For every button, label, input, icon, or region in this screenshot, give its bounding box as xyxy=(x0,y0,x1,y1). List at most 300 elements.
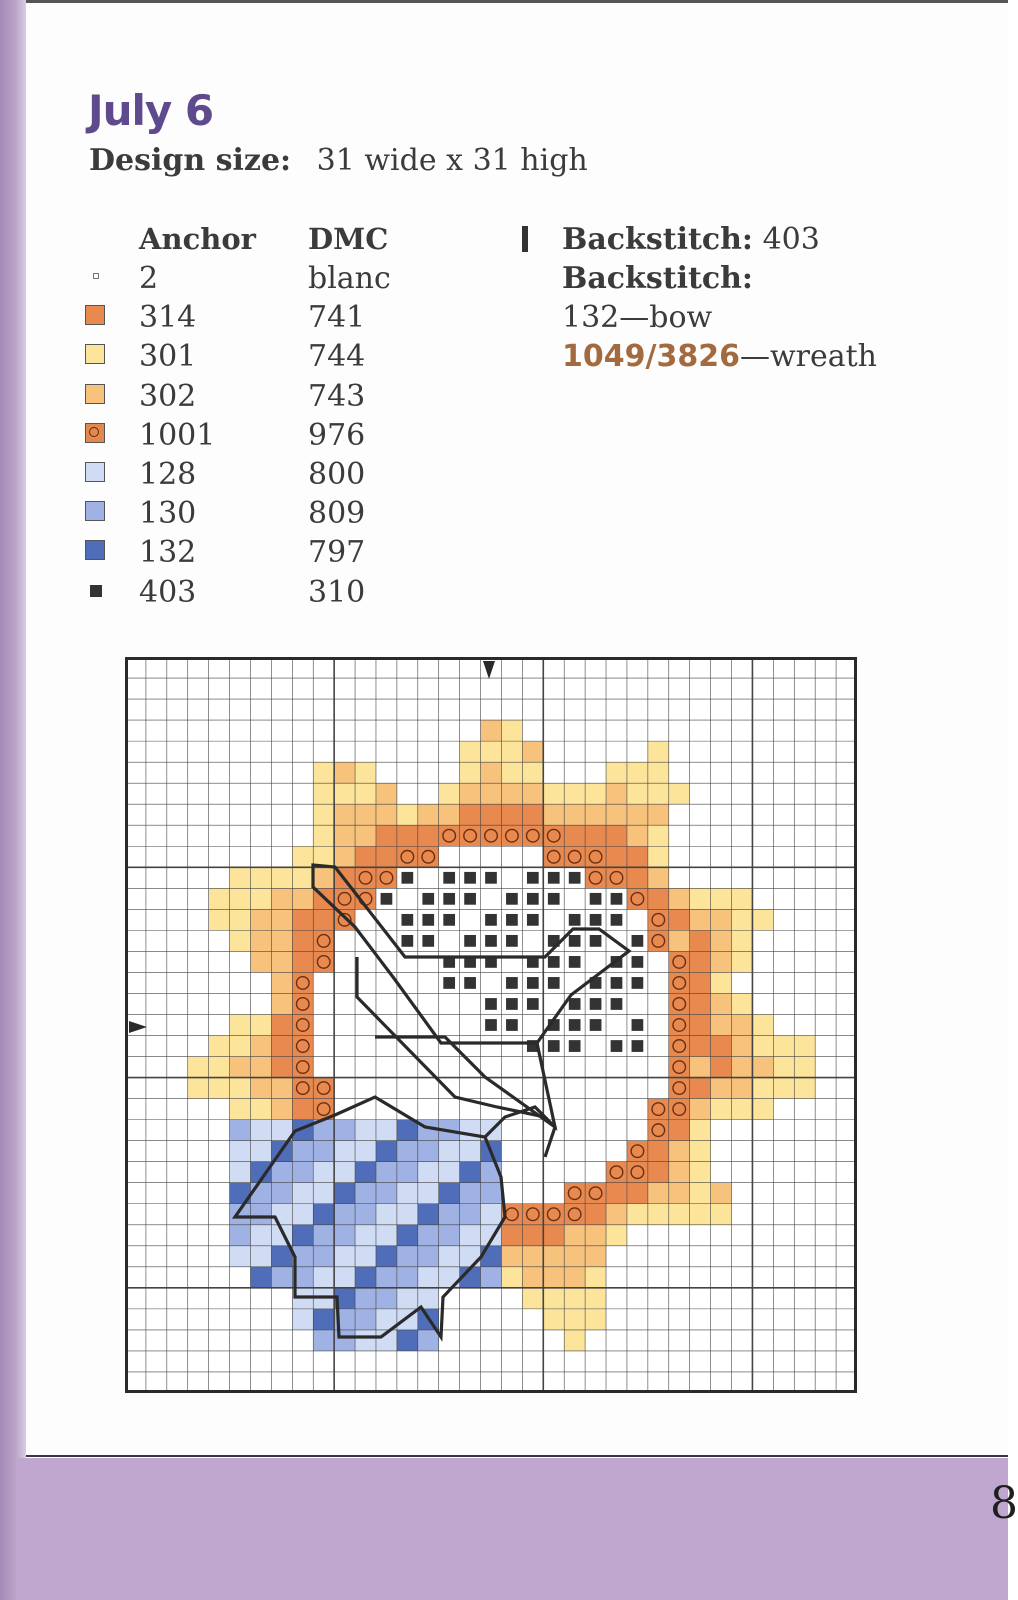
stitch-cell xyxy=(606,846,627,867)
stitch-cell xyxy=(522,762,543,783)
stitch-cell xyxy=(711,951,732,972)
stitch-cell xyxy=(397,1267,418,1288)
stitch-cell xyxy=(334,762,355,783)
stitch-cell xyxy=(271,909,292,930)
stitch-cell xyxy=(501,804,522,825)
stitch-cell xyxy=(501,783,522,804)
stitch-cell xyxy=(250,1057,271,1078)
dark-stitch-symbol xyxy=(506,935,518,947)
stitch-cell xyxy=(669,1036,690,1057)
stitch-cell xyxy=(585,783,606,804)
stitch-cell xyxy=(418,1162,439,1183)
stitch-cell xyxy=(355,783,376,804)
stitch-cell xyxy=(543,1246,564,1267)
anchor-number: 1001 xyxy=(139,417,216,453)
key-swatch xyxy=(85,344,105,364)
stitch-cell xyxy=(230,888,251,909)
stitch-cell xyxy=(732,951,753,972)
backstitch-value-1: 403 xyxy=(762,222,820,257)
dark-stitch-symbol xyxy=(443,977,455,989)
stitch-cell xyxy=(752,909,773,930)
dark-stitch-symbol xyxy=(611,914,623,926)
stitch-cell xyxy=(690,1183,711,1204)
stitch-cell xyxy=(481,1267,502,1288)
stitch-cell xyxy=(230,1141,251,1162)
dmc-number: 743 xyxy=(308,378,366,414)
stitch-cell xyxy=(230,909,251,930)
stitch-cell xyxy=(460,1162,481,1183)
stitch-cell xyxy=(627,1204,648,1225)
dmc-number: 809 xyxy=(308,496,366,532)
stitch-cell xyxy=(564,1267,585,1288)
dmc-number: 800 xyxy=(308,457,366,492)
key-row xyxy=(80,418,480,452)
stitch-cell xyxy=(418,1141,439,1162)
stitch-cell xyxy=(355,1225,376,1246)
stitch-cell xyxy=(292,1057,313,1078)
stitch-cell xyxy=(376,1183,397,1204)
stitch-cell xyxy=(732,930,753,951)
stitch-cell xyxy=(648,846,669,867)
stitch-cell xyxy=(292,972,313,993)
dark-stitch-symbol xyxy=(381,893,393,905)
stitch-cell xyxy=(690,1120,711,1141)
stitch-cell xyxy=(732,1036,753,1057)
stitch-cell xyxy=(313,1309,334,1330)
dark-stitch-symbol xyxy=(443,872,455,884)
stitch-cell xyxy=(250,867,271,888)
dark-stitch-symbol xyxy=(569,998,581,1010)
stitch-cell xyxy=(439,1225,460,1246)
stitch-cell xyxy=(501,762,522,783)
stitch-cell xyxy=(271,1014,292,1035)
dark-stitch-symbol xyxy=(569,935,581,947)
stitch-cell xyxy=(460,1225,481,1246)
dmc-number: blanc xyxy=(308,261,391,296)
stitch-cell xyxy=(376,1204,397,1225)
dark-stitch-symbol xyxy=(506,977,518,989)
stitch-cell xyxy=(355,1246,376,1267)
stitch-cell xyxy=(292,1141,313,1162)
dark-stitch-symbol xyxy=(401,914,413,926)
stitch-cell xyxy=(418,1246,439,1267)
stitch-cell xyxy=(606,1162,627,1183)
stitch-cell xyxy=(271,1078,292,1099)
stitch-cell xyxy=(313,825,334,846)
stitch-cell xyxy=(292,1204,313,1225)
stitch-cell xyxy=(522,1246,543,1267)
stitch-cell xyxy=(271,867,292,888)
dark-stitch-symbol xyxy=(401,872,413,884)
backstitch-wreath xyxy=(562,339,877,374)
stitch-cell xyxy=(732,1057,753,1078)
dark-stitch-symbol xyxy=(611,977,623,989)
stitch-cell xyxy=(418,825,439,846)
stitch-cell xyxy=(460,804,481,825)
stitch-cell xyxy=(376,825,397,846)
stitch-cell xyxy=(376,1288,397,1309)
stitch-cell xyxy=(334,1246,355,1267)
key-row xyxy=(80,261,480,295)
stitch-cell xyxy=(292,1162,313,1183)
stitch-cell xyxy=(230,1078,251,1099)
stitch-cell xyxy=(627,804,648,825)
stitch-cell xyxy=(794,1036,815,1057)
dmc-column-header: DMC xyxy=(308,222,389,256)
anchor-number: 2 xyxy=(139,261,159,296)
stitch-cell xyxy=(250,888,271,909)
stitch-cell xyxy=(209,1036,230,1057)
stitch-cell xyxy=(355,825,376,846)
stitch-cell xyxy=(460,783,481,804)
stitch-cell xyxy=(522,804,543,825)
dmc-number: 976 xyxy=(308,417,366,453)
dark-stitch-symbol xyxy=(527,914,539,926)
stitch-cell xyxy=(543,783,564,804)
stitch-cell xyxy=(564,846,585,867)
stitch-cell xyxy=(439,825,460,846)
stitch-cell xyxy=(690,909,711,930)
stitch-cell xyxy=(627,825,648,846)
stitch-cell xyxy=(690,1204,711,1225)
stitch-cell xyxy=(292,1036,313,1057)
stitch-cell xyxy=(543,846,564,867)
dark-stitch-symbol xyxy=(527,872,539,884)
dark-stitch-symbol xyxy=(548,956,560,968)
stitch-cell xyxy=(250,909,271,930)
key-row xyxy=(80,339,480,373)
stitch-cell xyxy=(752,1014,773,1035)
stitch-cell xyxy=(292,1099,313,1120)
stitch-cell xyxy=(669,930,690,951)
stitch-cell xyxy=(627,867,648,888)
stitch-cell xyxy=(648,825,669,846)
stitch-cell xyxy=(481,1183,502,1204)
dark-stitch-symbol xyxy=(611,1040,623,1052)
stitch-cell xyxy=(439,783,460,804)
stitch-cell xyxy=(292,867,313,888)
stitch-cell xyxy=(292,888,313,909)
stitch-cell xyxy=(460,1246,481,1267)
backstitch-line-symbol xyxy=(522,226,528,252)
stitch-cell xyxy=(606,762,627,783)
stitch-cell xyxy=(752,1036,773,1057)
stitch-cell xyxy=(543,825,564,846)
backstitch-line-1 xyxy=(562,222,820,257)
stitch-cell xyxy=(522,1204,543,1225)
stitch-cell xyxy=(711,1099,732,1120)
stitch-cell xyxy=(711,993,732,1014)
stitch-cell xyxy=(648,1099,669,1120)
key-swatch xyxy=(90,585,102,597)
stitch-cell xyxy=(711,1014,732,1035)
stitch-cell xyxy=(439,1204,460,1225)
stitch-cell xyxy=(543,1267,564,1288)
stitch-cell xyxy=(355,1267,376,1288)
stitch-cell xyxy=(439,804,460,825)
stitch-cell xyxy=(732,993,753,1014)
stitch-cell xyxy=(460,762,481,783)
stitch-cell xyxy=(313,951,334,972)
stitch-cell xyxy=(230,1036,251,1057)
stitch-cell xyxy=(292,1309,313,1330)
stitch-cell xyxy=(334,909,355,930)
stitch-cell xyxy=(376,1267,397,1288)
stitch-cell xyxy=(585,1309,606,1330)
stitch-cell xyxy=(648,888,669,909)
stitch-cell xyxy=(481,720,502,741)
stitch-cell xyxy=(313,1267,334,1288)
cross-stitch-chart xyxy=(125,657,857,1393)
dark-stitch-symbol xyxy=(506,998,518,1010)
anchor-number: 302 xyxy=(139,378,197,414)
dark-stitch-symbol xyxy=(590,1019,602,1031)
dark-stitch-symbol xyxy=(422,893,434,905)
stitch-cell xyxy=(648,867,669,888)
stitch-cell xyxy=(376,1225,397,1246)
stitch-cell xyxy=(585,804,606,825)
dark-stitch-symbol xyxy=(632,1019,644,1031)
stitch-cell xyxy=(606,783,627,804)
stitch-cell xyxy=(481,1204,502,1225)
dmc-number: 744 xyxy=(308,339,366,375)
stitch-cell xyxy=(271,993,292,1014)
stitch-cell xyxy=(585,1204,606,1225)
stitch-cell xyxy=(690,888,711,909)
stitch-cell xyxy=(543,1204,564,1225)
dark-stitch-symbol xyxy=(464,935,476,947)
backstitch-label-2: Backstitch: xyxy=(562,261,754,296)
stitch-cell xyxy=(334,846,355,867)
stitch-cell xyxy=(627,1141,648,1162)
anchor-number: 314 xyxy=(139,300,197,336)
stitch-cell xyxy=(292,930,313,951)
key-row xyxy=(80,457,480,491)
stitch-cell xyxy=(543,804,564,825)
stitch-cell xyxy=(230,1014,251,1035)
stitch-cell xyxy=(585,846,606,867)
stitch-cell xyxy=(481,825,502,846)
stitch-cell xyxy=(313,804,334,825)
key-swatch xyxy=(85,305,105,325)
stitch-cell xyxy=(648,1183,669,1204)
stitch-cell xyxy=(271,1246,292,1267)
stitch-cell xyxy=(355,1120,376,1141)
dark-stitch-symbol xyxy=(527,893,539,905)
stitch-cell xyxy=(669,888,690,909)
stitch-cell xyxy=(543,1288,564,1309)
stitch-cell xyxy=(669,1183,690,1204)
stitch-cell xyxy=(250,1267,271,1288)
stitch-cell xyxy=(690,930,711,951)
stitch-cell xyxy=(669,972,690,993)
anchor-number: 128 xyxy=(139,457,197,492)
dark-stitch-symbol xyxy=(548,893,560,905)
stitch-cell xyxy=(250,1014,271,1035)
stitch-cell xyxy=(355,804,376,825)
stitch-cell xyxy=(669,993,690,1014)
stitch-cell xyxy=(313,909,334,930)
stitch-cell xyxy=(230,1057,251,1078)
stitch-cell xyxy=(292,846,313,867)
stitch-cell xyxy=(481,762,502,783)
dark-stitch-symbol xyxy=(632,956,644,968)
stitch-cell xyxy=(313,1330,334,1351)
stitch-cell xyxy=(711,1204,732,1225)
key-swatch xyxy=(85,423,105,443)
stitch-cell xyxy=(481,741,502,762)
stitch-cell xyxy=(585,1225,606,1246)
stitch-cell xyxy=(648,1204,669,1225)
dark-stitch-symbol xyxy=(506,914,518,926)
stitch-cell xyxy=(690,993,711,1014)
stitch-cell xyxy=(522,783,543,804)
stitch-cell xyxy=(397,1141,418,1162)
stitch-cell xyxy=(711,1057,732,1078)
stitch-cell xyxy=(313,762,334,783)
stitch-cell xyxy=(418,846,439,867)
stitch-cell xyxy=(522,1267,543,1288)
backstitch-label-1: Backstitch: xyxy=(562,222,754,257)
stitch-cell xyxy=(397,1288,418,1309)
stitch-cell xyxy=(313,1204,334,1225)
stitch-cell xyxy=(564,804,585,825)
stitch-cell xyxy=(271,888,292,909)
stitch-cell xyxy=(460,1120,481,1141)
key-swatch xyxy=(93,273,99,279)
stitch-cell xyxy=(481,804,502,825)
stitch-cell xyxy=(690,1099,711,1120)
design-size-value: 31 wide x 31 high xyxy=(316,143,588,178)
stitch-cell xyxy=(606,1204,627,1225)
dark-stitch-symbol xyxy=(548,872,560,884)
dark-stitch-symbol xyxy=(569,914,581,926)
stitch-cell xyxy=(230,1099,251,1120)
dark-stitch-symbol xyxy=(611,998,623,1010)
stitch-cell xyxy=(585,825,606,846)
key-swatch xyxy=(85,462,105,482)
stitch-cell xyxy=(522,1288,543,1309)
stitch-cell xyxy=(543,1309,564,1330)
stitch-cell xyxy=(564,1246,585,1267)
stitch-cell xyxy=(355,1309,376,1330)
stitch-cell xyxy=(313,1225,334,1246)
stitch-cell xyxy=(397,804,418,825)
stitch-cell xyxy=(271,1267,292,1288)
stitch-cell xyxy=(230,1120,251,1141)
stitch-cell xyxy=(627,888,648,909)
stitch-cell xyxy=(648,762,669,783)
stitch-cell xyxy=(564,1204,585,1225)
stitch-cell xyxy=(543,1225,564,1246)
stitch-cell xyxy=(585,1183,606,1204)
dark-stitch-symbol xyxy=(401,935,413,947)
stitch-cell xyxy=(250,1141,271,1162)
dark-stitch-symbol xyxy=(485,1019,497,1031)
stitch-cell xyxy=(564,825,585,846)
key-swatch xyxy=(85,384,105,404)
page-number: 8 xyxy=(990,1478,1018,1529)
stitch-cell xyxy=(669,1162,690,1183)
stitch-cell xyxy=(230,1162,251,1183)
stitch-cell xyxy=(669,1141,690,1162)
wreath-label: —wreath xyxy=(739,339,877,374)
anchor-number: 301 xyxy=(139,339,197,375)
left-purple-band xyxy=(0,0,26,1600)
dark-stitch-symbol xyxy=(464,872,476,884)
stitch-cell xyxy=(460,1204,481,1225)
stitch-cell xyxy=(355,867,376,888)
stitch-cell xyxy=(648,741,669,762)
anchor-number: 132 xyxy=(139,535,197,571)
stitch-cell xyxy=(564,1288,585,1309)
stitch-cell xyxy=(313,1078,334,1099)
stitch-cell xyxy=(585,867,606,888)
stitch-cell xyxy=(648,909,669,930)
page-title: July 6 xyxy=(88,86,214,135)
dark-stitch-symbol xyxy=(569,1019,581,1031)
stitch-cell xyxy=(564,1183,585,1204)
stitch-cell xyxy=(334,825,355,846)
dark-stitch-symbol xyxy=(548,977,560,989)
stitch-cell xyxy=(355,1288,376,1309)
stitch-cell xyxy=(648,804,669,825)
stitch-cell xyxy=(355,1204,376,1225)
stitch-cell xyxy=(732,1078,753,1099)
dark-stitch-symbol xyxy=(485,935,497,947)
stitch-cell xyxy=(397,1162,418,1183)
stitch-cell xyxy=(334,1267,355,1288)
stitch-cell xyxy=(501,1246,522,1267)
stitch-cell xyxy=(606,825,627,846)
stitch-cell xyxy=(752,1057,773,1078)
stitch-cell xyxy=(732,1099,753,1120)
stitch-cell xyxy=(188,1057,209,1078)
stitch-cell xyxy=(376,846,397,867)
stitch-cell xyxy=(460,825,481,846)
stitch-cell xyxy=(355,1162,376,1183)
stitch-cell xyxy=(711,1078,732,1099)
stitch-cell xyxy=(648,1162,669,1183)
stitch-cell xyxy=(418,1330,439,1351)
stitch-cell xyxy=(732,1014,753,1035)
stitch-cell xyxy=(397,1120,418,1141)
stitch-cell xyxy=(271,951,292,972)
stitch-cell xyxy=(460,741,481,762)
key-row xyxy=(80,575,480,609)
stitch-cell xyxy=(522,741,543,762)
stitch-cell xyxy=(460,1183,481,1204)
key-swatch xyxy=(85,540,105,560)
stitch-cell xyxy=(585,1288,606,1309)
stitch-cell xyxy=(648,1141,669,1162)
footer-band xyxy=(16,1458,1008,1600)
stitch-cell xyxy=(355,1183,376,1204)
stitch-cell xyxy=(669,1204,690,1225)
stitch-cell xyxy=(669,1120,690,1141)
stitch-cell xyxy=(250,1078,271,1099)
key-swatch xyxy=(85,501,105,521)
stitch-cell xyxy=(209,1078,230,1099)
stitch-cell xyxy=(376,867,397,888)
dark-stitch-symbol xyxy=(590,914,602,926)
stitch-cell xyxy=(439,1183,460,1204)
dark-stitch-symbol xyxy=(569,956,581,968)
dark-stitch-symbol xyxy=(548,1040,560,1052)
stitch-cell xyxy=(250,1183,271,1204)
stitch-cell xyxy=(250,930,271,951)
dmc-number: 741 xyxy=(308,300,366,336)
